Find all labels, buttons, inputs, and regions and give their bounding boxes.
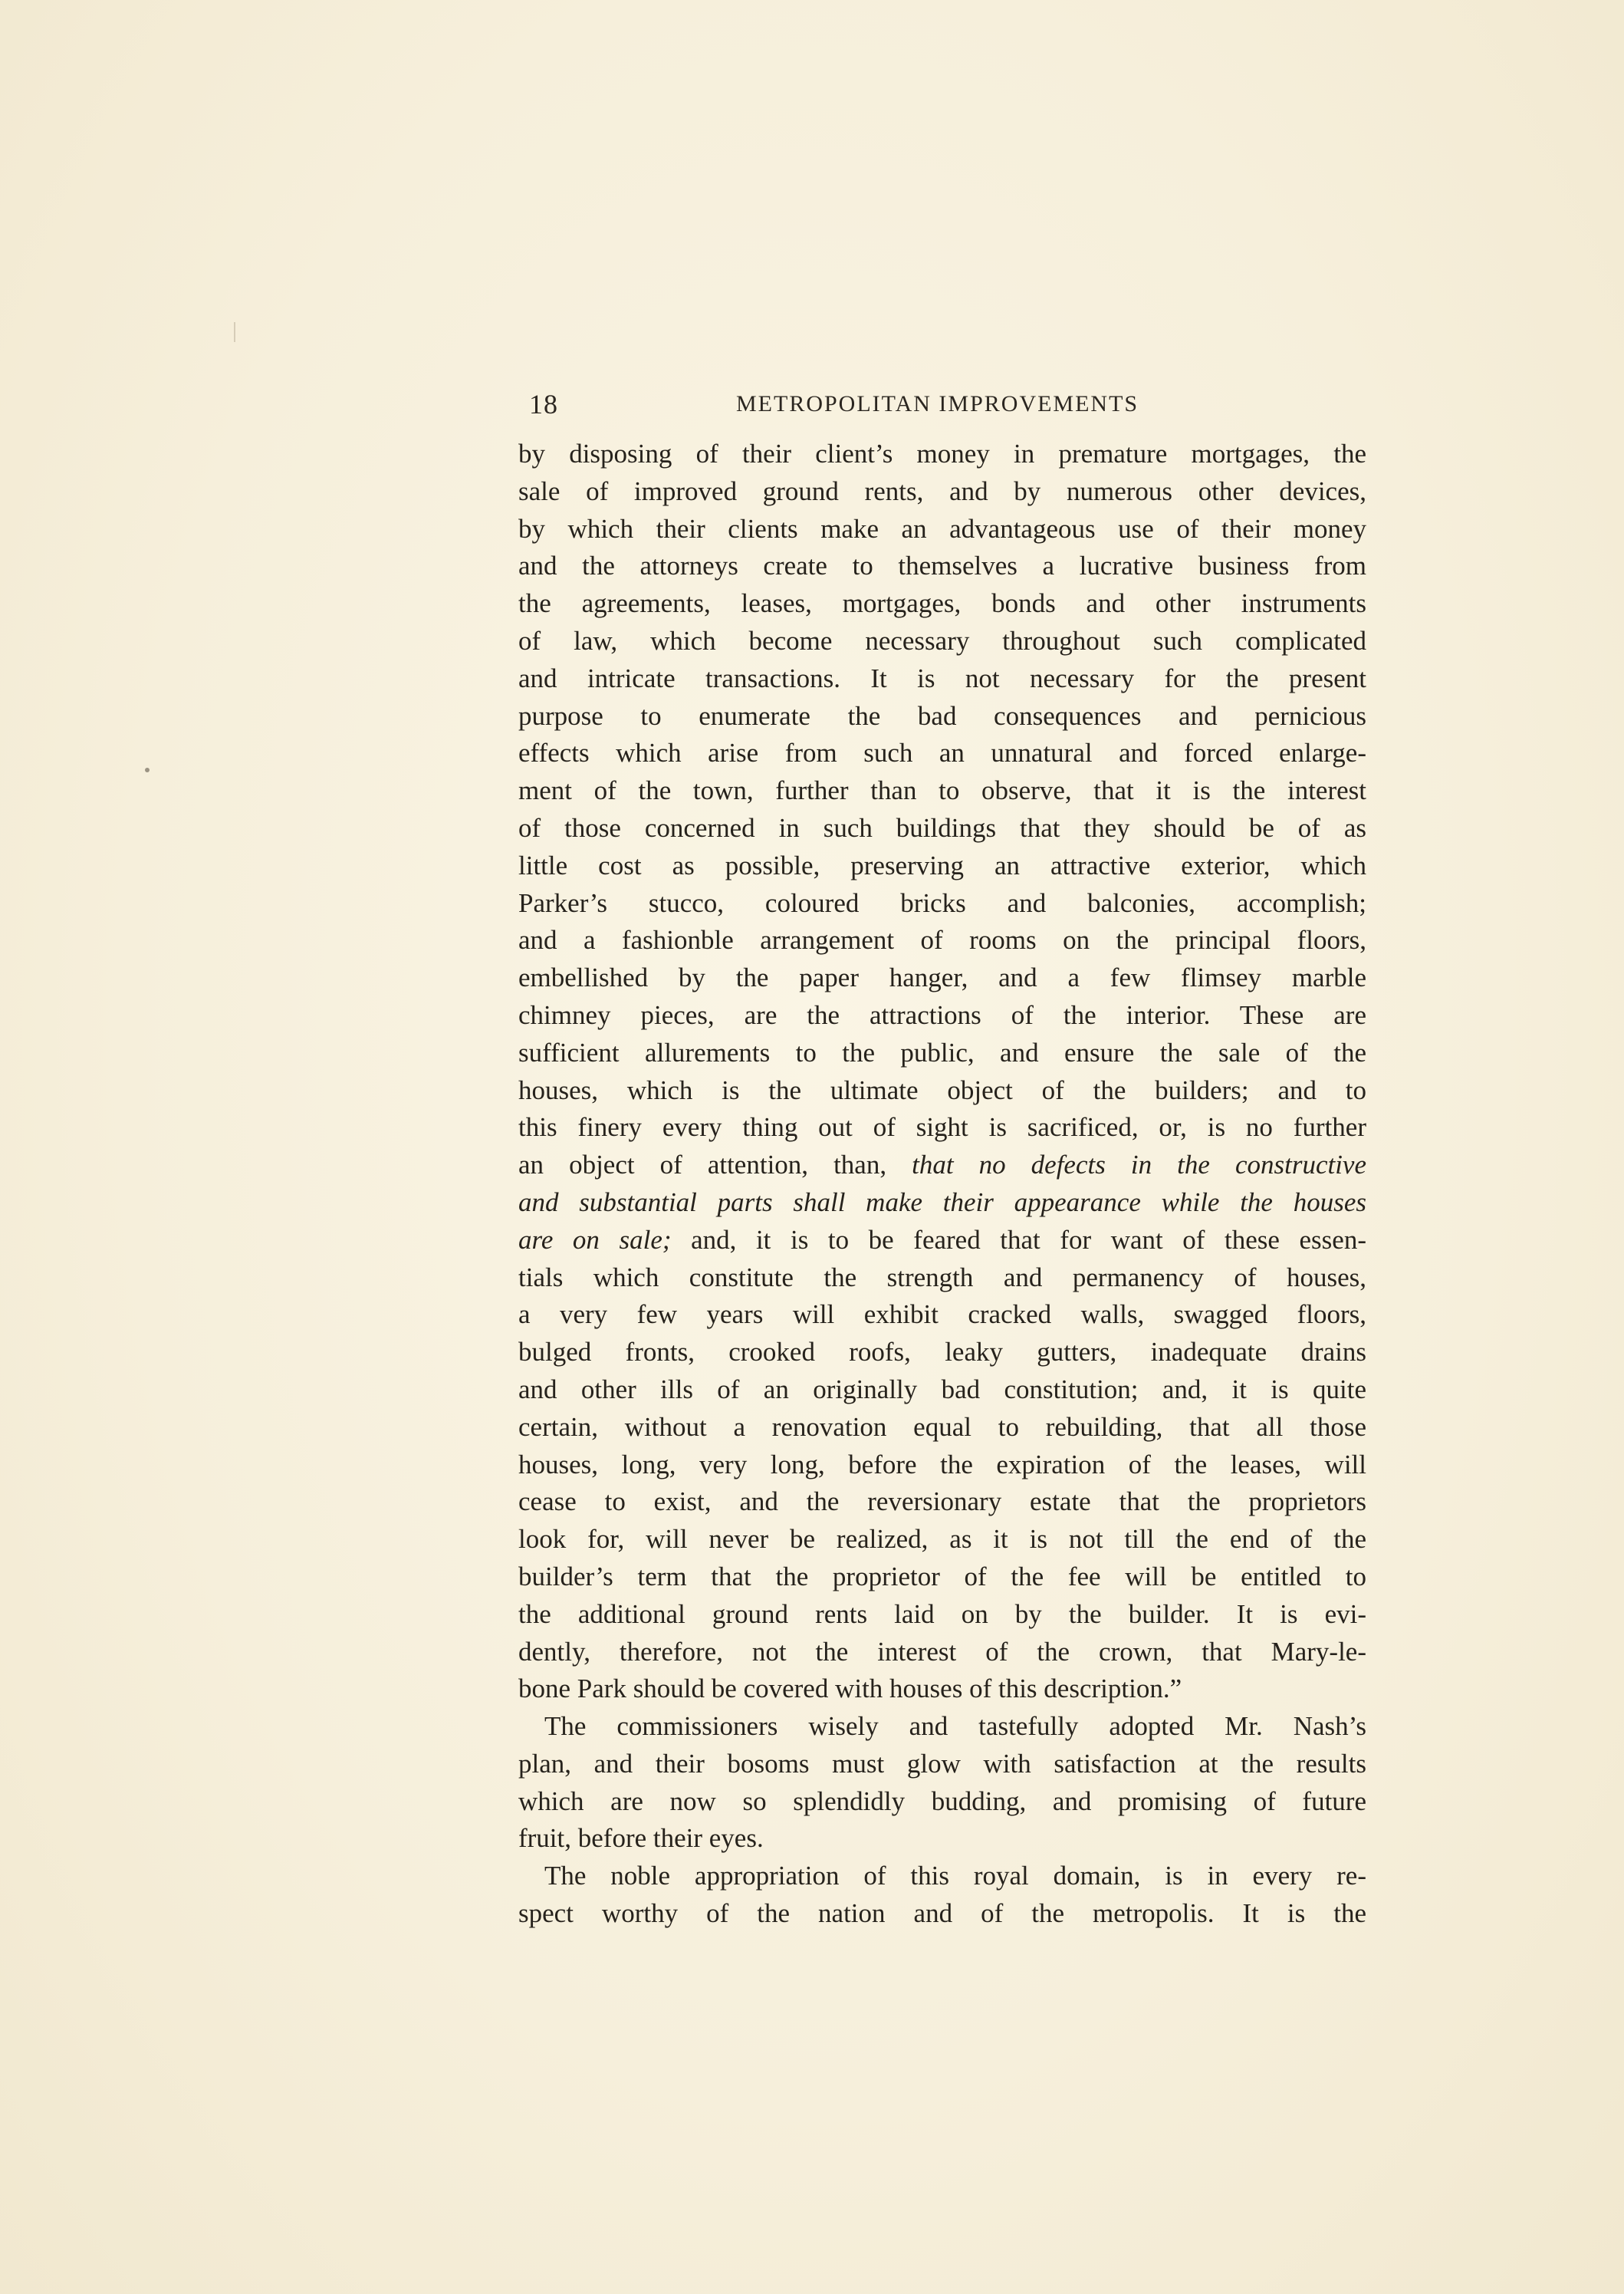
- text-line: [518, 1634, 1366, 1671]
- text-line: [518, 959, 1366, 997]
- text-segment: Parker’s stucco, coloured bricks and balconies, accomplish;: [518, 887, 1366, 918]
- text-line: [518, 1746, 1366, 1783]
- running-title: METROPOLITAN IMPROVEMENTS: [736, 391, 1139, 416]
- text-line: [518, 885, 1366, 923]
- text-segment: and a fashionble arrangement of rooms on the principal floors,: [518, 925, 1366, 956]
- text-segment: purpose to enumerate the bad consequences and pernicious: [518, 700, 1366, 731]
- italic-text-segment: are on sale;: [518, 1224, 672, 1255]
- running-head: [529, 383, 1250, 430]
- text-line: [518, 1334, 1366, 1371]
- text-line: [518, 1222, 1366, 1259]
- text-line: [518, 997, 1366, 1035]
- text-line: [518, 1184, 1366, 1222]
- text-line: [518, 473, 1366, 511]
- text-line: [518, 436, 1366, 473]
- text-line: [518, 698, 1366, 736]
- page-number: 18: [529, 389, 558, 420]
- text-segment: fruit, before their eyes.: [518, 1823, 764, 1854]
- text-segment: look for, will never be realized, as it is not till the end of the: [518, 1524, 1366, 1555]
- text-segment: sale of improved ground rents, and by numerous other devices,: [518, 476, 1366, 506]
- text-segment: bulged fronts, crooked roofs, leaky gutters, inadequate drains: [518, 1337, 1366, 1368]
- text-line: [518, 772, 1366, 810]
- text-segment: certain, without a renovation equal to rebuilding, that all those: [518, 1411, 1366, 1442]
- text-segment: The commissioners wisely and tastefully adopted Mr. Nash’s: [544, 1711, 1366, 1742]
- text-segment: little cost as possible, preserving an attractive exterior, which: [518, 850, 1366, 880]
- text-line: [518, 511, 1366, 548]
- text-line: [518, 660, 1366, 698]
- text-line: [518, 1558, 1366, 1596]
- text-segment: and other ills of an originally bad constitution; and, it is quite: [518, 1374, 1366, 1404]
- text-line: [518, 585, 1366, 623]
- text-segment: The noble appropriation of this royal domain, is in every re-: [544, 1861, 1366, 1891]
- text-segment: and intricate transactions. It is not necessary for the present: [518, 663, 1366, 693]
- text-segment: by disposing of their client’s money in premature mortgages, the: [518, 439, 1366, 469]
- italic-text-segment: that no defects in the constructive: [912, 1150, 1366, 1180]
- text-segment: by which their clients make an advantageous use of their money: [518, 513, 1366, 544]
- text-line: [518, 1409, 1366, 1447]
- text-line: [518, 922, 1366, 959]
- text-segment: ment of the town, further than to observe, that it is the interest: [518, 775, 1366, 806]
- text-line: [518, 847, 1366, 885]
- text-line: [518, 548, 1366, 585]
- text-line: [518, 623, 1366, 660]
- paper-speck: [145, 768, 150, 772]
- paper-edge-mark: [234, 322, 235, 342]
- text-line: [518, 735, 1366, 772]
- text-line: [518, 1371, 1366, 1409]
- text-segment: the additional ground rents laid on by the builder. It is evi-: [518, 1598, 1366, 1629]
- body-text: [518, 436, 1366, 1933]
- text-line: [518, 1483, 1366, 1521]
- text-segment: chimney pieces, are the attractions of the interior. These are: [518, 999, 1366, 1030]
- text-line: [518, 1521, 1366, 1558]
- text-segment: houses, which is the ultimate object of the builders; and to: [518, 1075, 1366, 1105]
- text-segment: and the attorneys create to themselves a lucrative business from: [518, 551, 1366, 581]
- italic-text-segment: and substantial parts shall make their appearance while the houses: [518, 1186, 1366, 1217]
- text-segment: effects which arise from such an unnatural and forced enlarge-: [518, 738, 1366, 769]
- text-segment: the agreements, leases, mortgages, bonds and other instruments: [518, 588, 1366, 619]
- text-segment: houses, long, very long, before the expiration of the leases, will: [518, 1449, 1366, 1479]
- text-line: [518, 1783, 1366, 1821]
- text-line: [518, 1259, 1366, 1297]
- text-segment: bone Park should be covered with houses of this description.”: [518, 1674, 1182, 1704]
- text-line: [518, 1820, 1366, 1858]
- text-line: [518, 1147, 1366, 1184]
- text-segment: sufficient allurements to the public, and ensure the sale of the: [518, 1037, 1366, 1068]
- text-line: [518, 1858, 1366, 1895]
- text-segment: embellished by the paper hanger, and a few flimsey marble: [518, 963, 1366, 993]
- text-segment: of those concerned in such buildings that they should be of as: [518, 812, 1366, 843]
- text-line: [518, 1072, 1366, 1110]
- text-line: [518, 1708, 1366, 1746]
- text-segment: this finery every thing out of sight is sacrificed, or, is no further: [518, 1112, 1366, 1143]
- text-segment: plan, and their bosoms must glow with satisfaction at the results: [518, 1748, 1366, 1779]
- text-segment: an object of attention, than,: [518, 1150, 912, 1180]
- text-segment: a very few years will exhibit cracked walls, swagged floors,: [518, 1299, 1366, 1330]
- text-segment: tials which constitute the strength and permanency of houses,: [518, 1262, 1366, 1292]
- text-segment: cease to exist, and the reversionary estate that the proprietors: [518, 1486, 1366, 1517]
- text-line: [518, 1447, 1366, 1484]
- text-segment: which are now so splendidly budding, and promising of future: [518, 1786, 1366, 1816]
- text-segment: dently, therefore, not the interest of the crown, that Mary-le-: [518, 1636, 1366, 1667]
- text-segment: spect worthy of the nation and of the metropolis. It is the: [518, 1898, 1366, 1929]
- text-segment: builder’s term that the proprietor of the fee will be entitled to: [518, 1561, 1366, 1591]
- text-line: [518, 1109, 1366, 1147]
- text-line: [518, 1596, 1366, 1634]
- text-segment: of law, which become necessary throughout such complicated: [518, 625, 1366, 656]
- text-line: [518, 1296, 1366, 1334]
- text-segment: and, it is to be feared that for want of these essen-: [671, 1224, 1366, 1255]
- text-line: [518, 1035, 1366, 1072]
- text-line: [518, 810, 1366, 847]
- text-line: [518, 1895, 1366, 1933]
- text-line: [518, 1670, 1366, 1708]
